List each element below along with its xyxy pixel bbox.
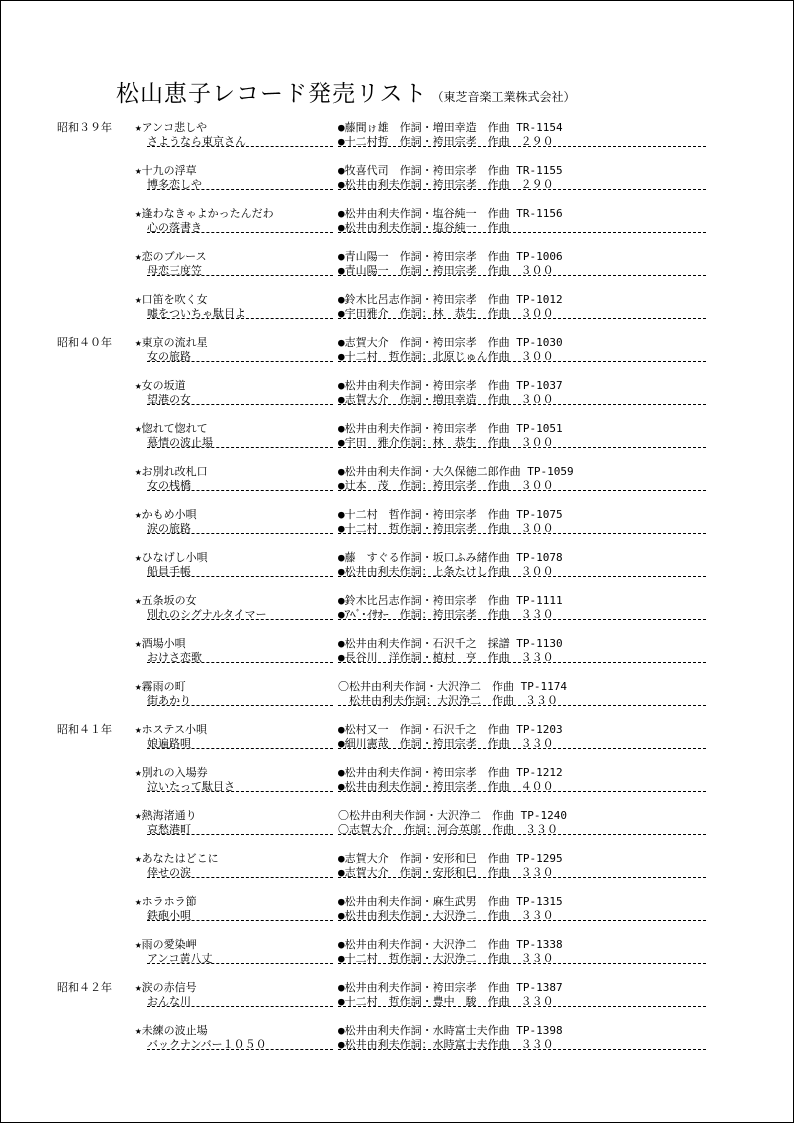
- list-item: [1, 719, 794, 762]
- dashed-divider: [338, 447, 706, 448]
- b-side-title: おけさ恋歌: [147, 651, 202, 664]
- a-side-title: ★酒場小唄: [135, 637, 186, 650]
- a-side-title: ★五条坂の女: [135, 594, 197, 607]
- list-item: [1, 203, 794, 246]
- dashed-divider: [338, 533, 706, 534]
- list-item: [1, 461, 794, 504]
- dashed-divider: [147, 318, 333, 319]
- dashed-divider: [147, 748, 333, 749]
- a-side-credits: ●松井由利夫作詞・袴田宗孝 作曲 TP-1051: [338, 422, 563, 435]
- list-item: [1, 676, 794, 719]
- a-side-title: ★女の坂道: [135, 379, 186, 392]
- b-side-title: 倖せの涙: [147, 866, 191, 879]
- b-side-credits: ●志賀大介 作詞・増田幸造 作曲 ３００: [338, 393, 554, 406]
- b-side-title: さようなら東京さん: [147, 135, 246, 148]
- year-label: 昭和３９年: [57, 121, 112, 134]
- a-side-title: ★逢わなきゃよかったんだわ: [135, 207, 274, 220]
- list-item: [1, 289, 794, 332]
- dashed-divider: [147, 404, 333, 405]
- a-side-credits: ●松井由利夫作詞・水時富士夫作曲 TP-1398: [338, 1024, 563, 1037]
- b-side-title: アンコ黄八丈: [147, 952, 213, 965]
- dashed-divider: [338, 275, 706, 276]
- a-side-credits: ●松村又一 作詞・石沢千之 作曲 TP-1203: [338, 723, 563, 736]
- dashed-divider: [147, 619, 333, 620]
- a-side-title: ★別れの入場券: [135, 766, 208, 779]
- year-label: 昭和４１年: [57, 723, 112, 736]
- b-side-credits: ●長谷川 洋作詞・植村 亨 作曲 ３３０: [338, 651, 554, 664]
- list-item: [1, 891, 794, 934]
- a-side-credits: ●松井由利夫作詞・麻生武男 作曲 TP-1315: [338, 895, 563, 908]
- dashed-divider: [147, 1049, 333, 1050]
- list-item: [1, 160, 794, 203]
- b-side-title: 望港の女: [147, 393, 191, 406]
- a-side-credits: ●志賀大介 作詞・安形和巳 作曲 TP-1295: [338, 852, 563, 865]
- b-side-credits: ●松井由利夫作詞：上条たけし作曲 ３００: [338, 565, 554, 578]
- b-side-title: 哀愁港町: [147, 823, 191, 836]
- b-side-title: 女の桟橋: [147, 479, 191, 492]
- dashed-divider: [147, 361, 333, 362]
- b-side-title: 女の旅路: [147, 350, 191, 363]
- b-side-credits: ●ｱﾍﾞ･ｲｻｵｰ 作詞：袴田宗孝 作曲 ３３０: [338, 608, 554, 621]
- dashed-divider: [147, 275, 333, 276]
- a-side-credits: ●松井由利夫作詞・石沢千之 採譜 TP-1130: [338, 637, 563, 650]
- b-side-title: 別れのシグナルタイマー: [147, 608, 267, 621]
- dashed-divider: [338, 361, 706, 362]
- a-side-credits: ●松井由利夫作詞・塩谷純一 作曲 TR-1156: [338, 207, 563, 220]
- list-item: [1, 934, 794, 977]
- dashed-divider: [338, 963, 706, 964]
- a-side-title: ★お別れ改札口: [135, 465, 208, 478]
- dashed-divider: [147, 920, 333, 921]
- a-side-title: ★惚れて惚れて: [135, 422, 208, 435]
- a-side-credits: 〇松井由利夫作詞・大沢浄二 作曲 TP-1174: [338, 680, 567, 693]
- dashed-divider: [338, 1006, 706, 1007]
- b-side-title: 心の落書き: [147, 221, 202, 234]
- b-side-credits: ●十二村 哲作詞：北原じゅん作曲 ３００: [338, 350, 554, 363]
- a-side-credits: ●松井由利夫作詞・大沢浄二 作曲 TP-1338: [338, 938, 563, 951]
- dashed-divider: [147, 705, 333, 706]
- b-side-credits: ●松井由利夫作詞・大沢浄二 作曲 ３３０: [338, 909, 554, 922]
- list-item: [1, 375, 794, 418]
- b-side-title: 母恋三度笠: [147, 264, 202, 277]
- dashed-divider: [338, 748, 706, 749]
- a-side-credits: ●牧喜代司 作詞・袴田宗孝 作曲 TR-1155: [338, 164, 563, 177]
- a-side-credits: 〇松井由利夫作詞・大沢浄二 作曲 TP-1240: [338, 809, 567, 822]
- a-side-title: ★ホラホラ節: [135, 895, 197, 908]
- b-side-credits: 松井由利夫作詞：大沢浄二 作曲 ３３０: [338, 694, 558, 707]
- a-side-title: ★東京の流れ星: [135, 336, 208, 349]
- title-line: [116, 75, 576, 108]
- b-side-credits: ●十二村 哲作詞・袴田宗孝 作曲 ３００: [338, 522, 554, 535]
- b-side-credits: ●青山陽一 作詞・袴田宗孝 作曲 ３００: [338, 264, 554, 277]
- b-side-credits: ●十二村哲 作詞・袴田宗孝 作曲 ２９０: [338, 135, 554, 148]
- b-side-title: 嘘をついちゃ駄目よ: [147, 307, 246, 320]
- a-side-title: ★涙の赤信号: [135, 981, 197, 994]
- dashed-divider: [338, 146, 706, 147]
- b-side-title: 船員手帳: [147, 565, 191, 578]
- b-side-title: 泣いたって駄目さ: [147, 780, 235, 793]
- a-side-credits: ●松井由利夫作詞・袴田宗孝 作曲 TP-1212: [338, 766, 563, 779]
- b-side-credits: ●宇田雅介 作詞：林 恭生 作曲 ３００: [338, 307, 554, 320]
- a-side-title: ★かもめ小唄: [135, 508, 197, 521]
- dashed-divider: [147, 662, 333, 663]
- list-item: [1, 977, 794, 1020]
- b-side-credits: ●志賀大介 作詞・安形和巳 作曲 ３３０: [338, 866, 554, 879]
- year-label: 昭和４２年: [57, 981, 112, 994]
- dashed-divider: [338, 318, 706, 319]
- dashed-divider: [338, 619, 706, 620]
- dashed-divider: [147, 576, 333, 577]
- dashed-divider: [147, 189, 333, 190]
- b-side-credits: ●松井由利夫作詞・袴田宗孝 作曲 ２９０: [338, 178, 554, 191]
- a-side-credits: ●松井由利夫作詞・袴田宗孝 作曲 TP-1387: [338, 981, 563, 994]
- publisher-label: （東芝音楽工業株式会社）: [431, 90, 576, 104]
- list-item: [1, 504, 794, 547]
- list-item: [1, 590, 794, 633]
- a-side-title: ★口笛を吹く女: [135, 293, 208, 306]
- year-label: 昭和４０年: [57, 336, 112, 349]
- b-side-credits: ●松井由利夫作詞・袴田宗孝 作曲 ４００: [338, 780, 554, 793]
- a-side-credits: ●松井由利夫作詞・大久保徳二郎作曲 TP-1059: [338, 465, 574, 478]
- dashed-divider: [338, 189, 706, 190]
- a-side-credits: ●松井由利夫作詞・袴田宗孝 作曲 TP-1037: [338, 379, 563, 392]
- dashed-divider: [338, 1049, 706, 1050]
- b-side-credits: 〇志賀大介 作詞：河合英郎 作曲 ３３０: [338, 823, 558, 836]
- a-side-credits: ●青山陽一 作詞・袴田宗孝 作曲 TP-1006: [338, 250, 563, 263]
- dashed-divider: [147, 146, 333, 147]
- a-side-credits: ●十二村 哲作詞・袴田宗孝 作曲 TP-1075: [338, 508, 563, 521]
- list-item: [1, 246, 794, 289]
- b-side-title: 娘遍路唄: [147, 737, 191, 750]
- dashed-divider: [338, 877, 706, 878]
- b-side-title: 慕情の波止場: [147, 436, 213, 449]
- dashed-divider: [338, 576, 706, 577]
- b-side-title: 鉄砲小唄: [147, 909, 191, 922]
- dashed-divider: [338, 232, 706, 233]
- dashed-divider: [147, 1006, 333, 1007]
- a-side-title: ★未練の波止場: [135, 1024, 208, 1037]
- a-side-title: ★あなたはどこに: [135, 852, 219, 865]
- a-side-title: ★ホステス小唄: [135, 723, 207, 736]
- list-item: [1, 418, 794, 461]
- dashed-divider: [147, 791, 333, 792]
- dashed-divider: [147, 834, 333, 835]
- b-side-credits: ●宇田 雅介作詞：林 恭生 作曲 ３００: [338, 436, 554, 449]
- dashed-divider: [147, 877, 333, 878]
- b-side-credits: ●松井由利夫作詞：水時富士夫作曲 ３３０: [338, 1038, 554, 1051]
- a-side-title: ★十九の浮草: [135, 164, 197, 177]
- dashed-divider: [338, 834, 706, 835]
- dashed-divider: [338, 705, 706, 706]
- dashed-divider: [147, 232, 333, 233]
- dashed-divider: [147, 963, 333, 964]
- page-title: 松山恵子レコード発売リスト: [116, 81, 428, 107]
- list-item: [1, 805, 794, 848]
- dashed-divider: [338, 791, 706, 792]
- b-side-title: バックナンバー１０５０: [147, 1038, 267, 1051]
- record-list: [1, 117, 794, 1063]
- b-side-title: おんな川: [147, 995, 191, 1008]
- a-side-title: ★ひなげし小唄: [135, 551, 208, 564]
- a-side-title: ★熱海渚通り: [135, 809, 197, 822]
- b-side-title: 涙の旅路: [147, 522, 191, 535]
- list-item: [1, 1020, 794, 1063]
- list-item: [1, 762, 794, 805]
- list-item: [1, 633, 794, 676]
- a-side-title: ★雨の愛染岬: [135, 938, 197, 951]
- b-side-credits: ●十二村 哲作詞・豊中 駿 作曲 ３３０: [338, 995, 554, 1008]
- list-item: [1, 547, 794, 590]
- dashed-divider: [338, 920, 706, 921]
- b-side-credits: ●細川憲哉 作詞・袴田宗孝 作曲 ３３０: [338, 737, 554, 750]
- a-side-credits: ●鈴木比呂志作詞・袴田宗孝 作曲 TP-1111: [338, 594, 563, 607]
- a-side-title: ★恋のブルース: [135, 250, 207, 263]
- dashed-divider: [338, 662, 706, 663]
- a-side-credits: ●鈴木比呂志作詞・袴田宗孝 作曲 TP-1012: [338, 293, 563, 306]
- a-side-credits: ●藤間ゖ雄 作詞・増田幸造 作曲 TR-1154: [338, 121, 563, 134]
- a-side-credits: ●志賀大介 作詞・袴田宗孝 作曲 TP-1030: [338, 336, 563, 349]
- list-item: [1, 332, 794, 375]
- b-side-credits: ●十二村 哲作詞・大沢浄二 作曲 ３３０: [338, 952, 554, 965]
- b-side-credits: ●松井由利夫作詞・塩谷純一 作曲: [338, 221, 510, 234]
- dashed-divider: [147, 447, 333, 448]
- b-side-credits: ●辻本 茂 作詞：袴田宗孝 作曲 ３００: [338, 479, 554, 492]
- dashed-divider: [147, 490, 333, 491]
- a-side-title: ★霧雨の町: [135, 680, 186, 693]
- dashed-divider: [338, 490, 706, 491]
- list-item: [1, 848, 794, 891]
- a-side-title: ★アンコ悲しや: [135, 121, 208, 134]
- a-side-credits: ●藤 すぐる作詞・坂口ふみ緒作曲 TP-1078: [338, 551, 563, 564]
- list-item: [1, 117, 794, 160]
- b-side-title: 博多恋しや: [147, 178, 202, 191]
- dashed-divider: [147, 533, 333, 534]
- dashed-divider: [338, 404, 706, 405]
- b-side-title: 街あかり: [147, 694, 191, 707]
